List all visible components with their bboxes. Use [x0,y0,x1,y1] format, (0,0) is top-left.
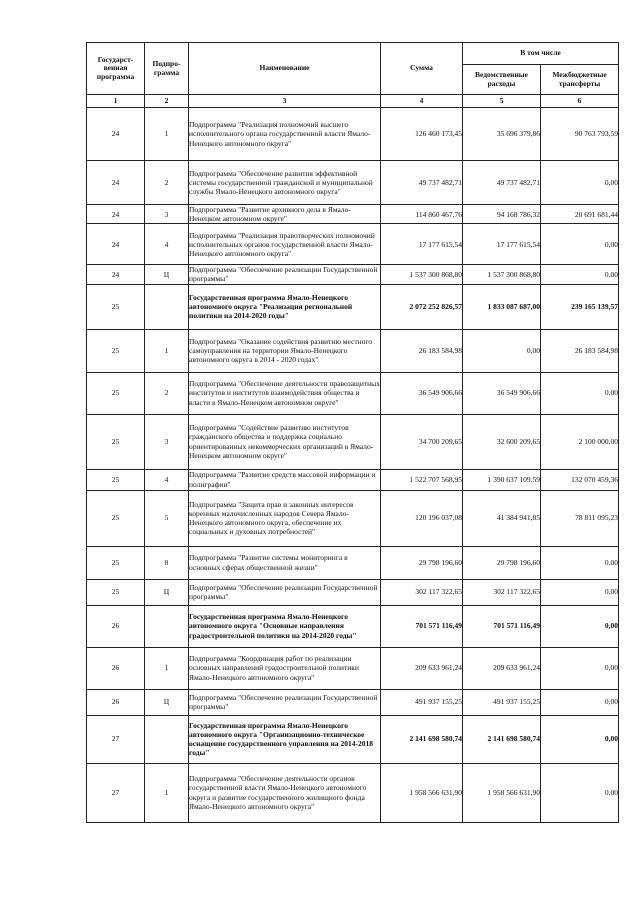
transfers-cell: 20 691 681,44 [541,205,619,224]
sum-cell: 209 633 961,24 [381,647,463,689]
subprogram-cell: 3 [145,414,189,469]
subprogram-cell: Ц [145,265,189,284]
budget-table [86,42,619,823]
table-row [87,579,619,605]
column-number: 4 [381,95,463,108]
dept-expenses-cell: 2 141 698 580,74 [463,715,541,763]
subprogram-cell: 4 [145,469,189,490]
name-cell: Подпрограмма "Обеспечение реализации Государственной программы" [189,579,381,605]
sum-cell: 701 571 116,49 [381,605,463,647]
transfers-cell: 0,00 [541,372,619,414]
program-cell: 25 [87,284,145,329]
name-cell: Подпрограмма "Обеспечение реализации Государственной программы" [189,689,381,715]
dept-expenses-cell: 17 177 615,54 [463,224,541,265]
transfers-cell: 0,00 [541,689,619,715]
sum-cell: 491 937 155,25 [381,689,463,715]
table-row [87,329,619,372]
sum-cell: 26 183 584,98 [381,329,463,372]
name-cell: Подпрограмма "Защита прав и законных интересов коренных малочисленных народов Севера Ямало-Ненецкого автономного округа, обеспечение их социальных и духовных потребностей" [189,490,381,546]
program-cell: 26 [87,647,145,689]
subprogram-cell: 2 [145,161,189,205]
table-row [87,763,619,822]
program-cell: 27 [87,763,145,822]
subprogram-cell: 2 [145,372,189,414]
program-cell: 24 [87,108,145,161]
sum-cell: 1 522 707 568,95 [381,469,463,490]
header-subprogram: Подпро-грамма [145,43,189,95]
table-row [87,689,619,715]
table-header [87,43,619,108]
table-row [87,469,619,490]
sum-cell: 17 177 615,54 [381,224,463,265]
subprogram-cell [145,715,189,763]
column-number: 6 [541,95,619,108]
subprogram-cell: 4 [145,224,189,265]
header-name: Наименование [189,43,381,95]
program-cell: 27 [87,715,145,763]
table-row [87,546,619,579]
program-cell: 25 [87,579,145,605]
dept-expenses-cell: 0,00 [463,329,541,372]
header-including: В том числе [463,43,619,65]
name-cell: Подпрограмма "Развитие средств массовой информации и полиграфии" [189,469,381,490]
program-cell: 25 [87,414,145,469]
dept-expenses-cell: 302 117 322,65 [463,579,541,605]
table-row [87,605,619,647]
column-number-row [87,95,619,108]
name-cell: Подпрограмма "Содействие развитию институтов гражданского общества и поддержка социально ориентированных некоммерческих организаций в Ямало-Ненецком автономном округе" [189,414,381,469]
dept-expenses-cell: 491 937 155,25 [463,689,541,715]
column-number: 3 [189,95,381,108]
table-row [87,265,619,284]
dept-expenses-cell: 32 600 209,65 [463,414,541,469]
transfers-cell: 2 100 000,00 [541,414,619,469]
transfers-cell: 90 763 793,59 [541,108,619,161]
header-transfers: Межбюджетные трансферты [541,65,619,95]
name-cell: Государственная программа Ямало-Ненецкого автономного округа "Основные направления градостроительной политики на 2014-2020 годы" [189,605,381,647]
dept-expenses-cell: 1 958 566 631,90 [463,763,541,822]
transfers-cell: 26 183 584,98 [541,329,619,372]
transfers-cell: 0,00 [541,265,619,284]
subprogram-cell: 1 [145,108,189,161]
transfers-cell: 132 070 459,36 [541,469,619,490]
name-cell: Государственная программа Ямало-Ненецкого автономного округа "Организационно-техническое оснащение государственного управления на 2014-2018 годы" [189,715,381,763]
header-dept: Ведомственные расходы [463,65,541,95]
transfers-cell: 0,00 [541,161,619,205]
transfers-cell: 0,00 [541,715,619,763]
name-cell: Подпрограмма "Развитие системы мониторинга в основных сферах общественной жизни" [189,546,381,579]
subprogram-cell: 1 [145,329,189,372]
program-cell: 25 [87,546,145,579]
subprogram-cell: 3 [145,205,189,224]
transfers-cell: 78 811 095,23 [541,490,619,546]
name-cell: Подпрограмма "Обеспечение развития эффективной системы государственной гражданской и муниципальной службы Ямало-Ненецкого автономного округа" [189,161,381,205]
column-number: 5 [463,95,541,108]
sum-cell: 302 117 322,65 [381,579,463,605]
subprogram-cell: Ц [145,579,189,605]
table-row [87,715,619,763]
name-cell: Подпрограмма "Обеспечение деятельности правозащитных институтов и институтов взаимодействия общества и власти в Ямало-Ненецком автономном округе" [189,372,381,414]
program-cell: 24 [87,205,145,224]
sum-cell: 34 700 209,65 [381,414,463,469]
dept-expenses-cell: 1 833 087 687,00 [463,284,541,329]
header-sum: Сумма [381,43,463,95]
program-cell: 25 [87,469,145,490]
table-row [87,161,619,205]
sum-cell: 1 537 300 868,80 [381,265,463,284]
transfers-cell: 0,00 [541,224,619,265]
transfers-cell: 239 165 139,57 [541,284,619,329]
sum-cell: 36 549 906,66 [381,372,463,414]
table-row [87,205,619,224]
name-cell: Подпрограмма "Реализация полномочий высшего исполнительного органа государственной власти Ямало-Ненецкого автономного округа" [189,108,381,161]
sum-cell: 2 072 252 826,57 [381,284,463,329]
sum-cell: 114 860 467,76 [381,205,463,224]
transfers-cell: 0,00 [541,579,619,605]
program-cell: 26 [87,605,145,647]
name-cell: Подпрограмма "Обеспечение реализации Государственной программы" [189,265,381,284]
dept-expenses-cell: 1 537 300 868,80 [463,265,541,284]
transfers-cell: 0,00 [541,546,619,579]
subprogram-cell [145,605,189,647]
subprogram-cell: 8 [145,546,189,579]
subprogram-cell: 1 [145,763,189,822]
table-body [87,108,619,823]
transfers-cell: 0,00 [541,647,619,689]
subprogram-cell: 5 [145,490,189,546]
table-row [87,490,619,546]
sum-cell: 126 460 173,45 [381,108,463,161]
name-cell: Подпрограмма "Развитие архивного дела в Ямало-Ненецком автономном округе" [189,205,381,224]
dept-expenses-cell: 701 571 116,49 [463,605,541,647]
table-row [87,108,619,161]
table-row [87,414,619,469]
dept-expenses-cell: 1 390 637 109,59 [463,469,541,490]
table-row [87,372,619,414]
dept-expenses-cell: 35 696 379,86 [463,108,541,161]
column-number: 1 [87,95,145,108]
sum-cell: 49 737 482,71 [381,161,463,205]
transfers-cell: 0,00 [541,763,619,822]
program-cell: 26 [87,689,145,715]
table-row [87,284,619,329]
dept-expenses-cell: 94 168 786,32 [463,205,541,224]
dept-expenses-cell: 29 798 196,60 [463,546,541,579]
program-cell: 25 [87,372,145,414]
name-cell: Подпрограмма "Оказание содействия развитию местного самоуправления на территории Ямало-Ненецкого автономного округа в 2014 - 2020 годах" [189,329,381,372]
sum-cell: 120 196 037,08 [381,490,463,546]
table-row [87,224,619,265]
name-cell: Подпрограмма "Реализация правотворческих полномочий исполнительных органов государственной власти Ямало-Ненецкого автономного округа" [189,224,381,265]
name-cell: Подпрограмма "Обеспечение деятельности органов государственной власти Ямало-Ненецкого автономного округа и развитие государственного жилищного фонда Ямало-Ненецкого автономного округа" [189,763,381,822]
subprogram-cell [145,284,189,329]
subprogram-cell: Ц [145,689,189,715]
name-cell: Государственная программа Ямало-Ненецкого автономного округа "Реализация региональной политики на 2014-2020 годы" [189,284,381,329]
dept-expenses-cell: 36 549 906,66 [463,372,541,414]
dept-expenses-cell: 41 384 941,85 [463,490,541,546]
table-row [87,647,619,689]
sum-cell: 29 798 196,60 [381,546,463,579]
subprogram-cell: 1 [145,647,189,689]
program-cell: 24 [87,161,145,205]
header-program: Государст-венная программа [87,43,145,95]
dept-expenses-cell: 209 633 961,24 [463,647,541,689]
program-cell: 25 [87,490,145,546]
program-cell: 24 [87,265,145,284]
sum-cell: 1 958 566 631,90 [381,763,463,822]
column-number: 2 [145,95,189,108]
program-cell: 25 [87,329,145,372]
name-cell: Подпрограмма "Координация работ по реализации основных направлений градостроительной политики Ямало-Ненецкого автономного округа" [189,647,381,689]
dept-expenses-cell: 49 737 482,71 [463,161,541,205]
transfers-cell: 0,00 [541,605,619,647]
program-cell: 24 [87,224,145,265]
sum-cell: 2 141 698 580,74 [381,715,463,763]
